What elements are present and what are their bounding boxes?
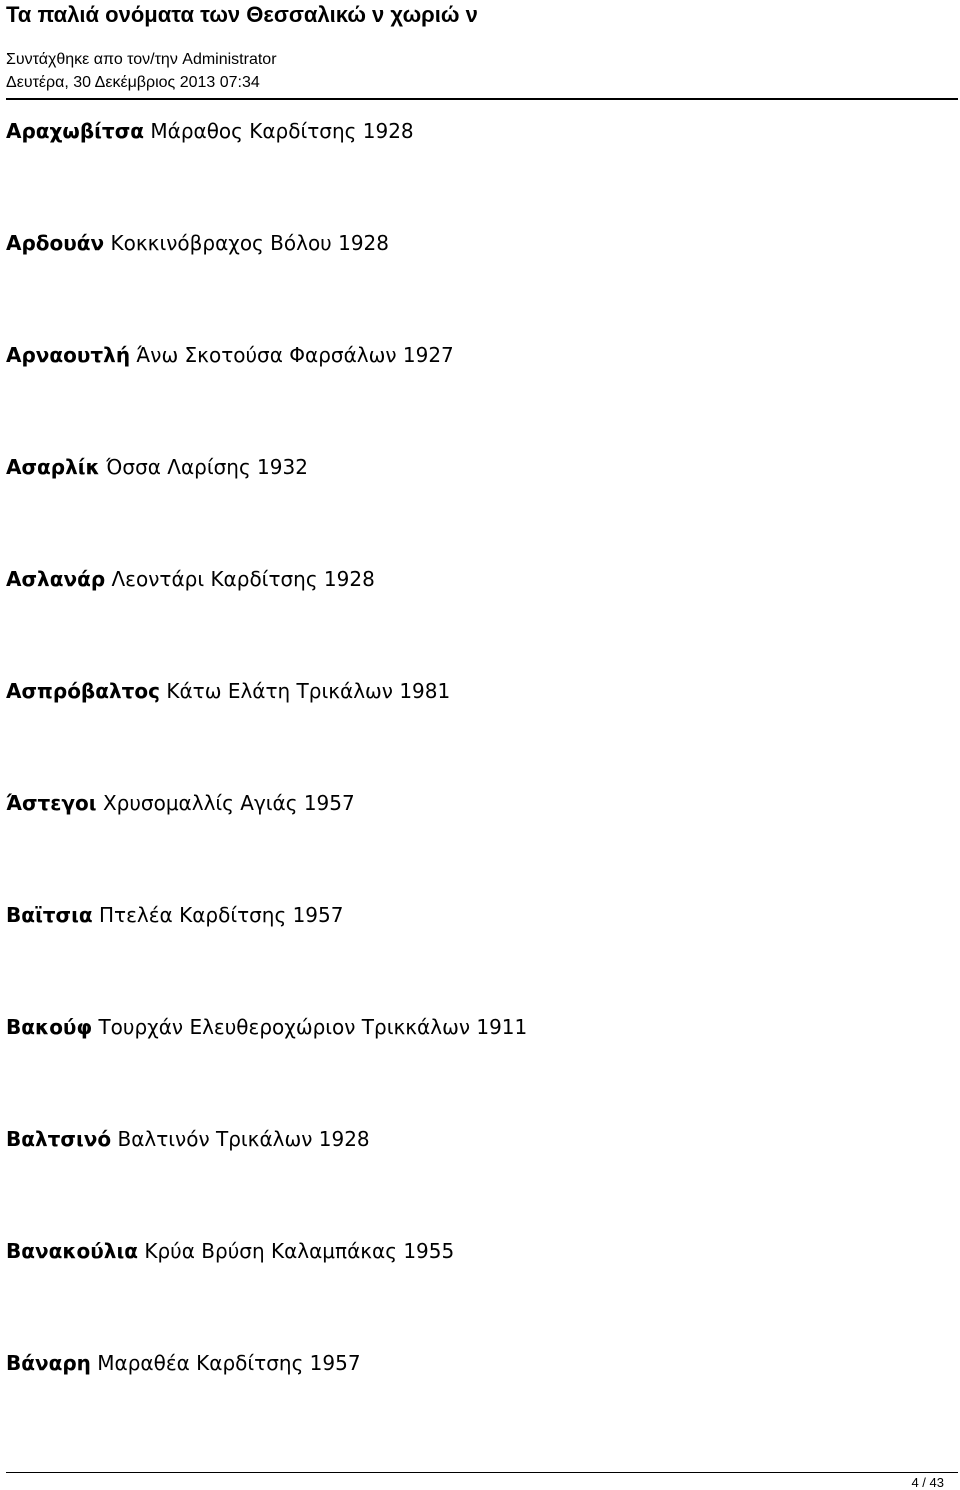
date-line: Δευτέρα, 30 Δεκέμβριος 2013 07:34 bbox=[6, 74, 260, 91]
new-village-name: Κάτω Ελάτη Τρικάλων 1981 bbox=[166, 679, 451, 703]
old-village-name: Αραχωβίτσα bbox=[6, 119, 145, 143]
old-village-name: Ασλανάρ bbox=[6, 567, 106, 591]
old-village-name: Αρδουάν bbox=[6, 231, 105, 255]
new-village-name: Όσσα Λαρίσης 1932 bbox=[106, 455, 308, 479]
new-village-name: Άνω Σκοτούσα Φαρσάλων 1927 bbox=[136, 343, 454, 367]
new-village-name: Βαλτινόν Τρικάλων 1928 bbox=[117, 1127, 370, 1151]
new-village-name: Μαραθέα Καρδίτσης 1957 bbox=[97, 1351, 361, 1375]
list-item bbox=[6, 119, 414, 143]
page-number: 4 / 43 bbox=[911, 1475, 944, 1490]
old-village-name: Ασαρλίκ bbox=[6, 455, 100, 479]
old-village-name: Βάναρη bbox=[6, 1351, 91, 1375]
list-item bbox=[6, 1127, 370, 1151]
old-village-name: Βανακούλια bbox=[6, 1239, 138, 1263]
list-item bbox=[6, 455, 308, 479]
list-item bbox=[6, 679, 450, 703]
new-village-name: Λεοντάρι Καρδίτσης 1928 bbox=[111, 567, 375, 591]
old-village-name: Βακούφ bbox=[6, 1015, 93, 1039]
list-item bbox=[6, 343, 454, 367]
list-item bbox=[6, 1015, 527, 1039]
old-village-name: Ασπρόβαλτος bbox=[6, 679, 161, 703]
list-item bbox=[6, 231, 389, 255]
new-village-name: Μάραθος Καρδίτσης 1928 bbox=[150, 119, 414, 143]
author-line: Συντάχθηκε απο τον/την Administrator bbox=[6, 51, 277, 68]
list-item bbox=[6, 791, 355, 815]
new-village-name: Κοκκινόβραχος Βόλου 1928 bbox=[110, 231, 390, 255]
new-village-name: Χρυσομαλλίς Αγιάς 1957 bbox=[102, 791, 355, 815]
old-village-name: Βαλτσινό bbox=[6, 1127, 112, 1151]
list-item bbox=[6, 903, 343, 927]
list-item bbox=[6, 1351, 361, 1375]
old-village-name: Αρναουτλή bbox=[6, 343, 131, 367]
header-divider bbox=[6, 98, 958, 100]
new-village-name: Τουρχάν Ελευθεροχώριον Τρικκάλων 1911 bbox=[98, 1015, 528, 1039]
footer-divider bbox=[6, 1472, 958, 1473]
old-village-name: Βαϊτσια bbox=[6, 903, 93, 927]
list-item bbox=[6, 567, 375, 591]
old-village-name: Άστεγοι bbox=[6, 791, 97, 815]
new-village-name: Πτελέα Καρδίτσης 1957 bbox=[99, 903, 344, 927]
list-item bbox=[6, 1239, 454, 1263]
document-title: Τα παλιά ονόματα των Θεσσαλικώ ν χωριώ ν bbox=[6, 2, 478, 27]
new-village-name: Κρύα Βρύση Καλαμπάκας 1955 bbox=[144, 1239, 455, 1263]
